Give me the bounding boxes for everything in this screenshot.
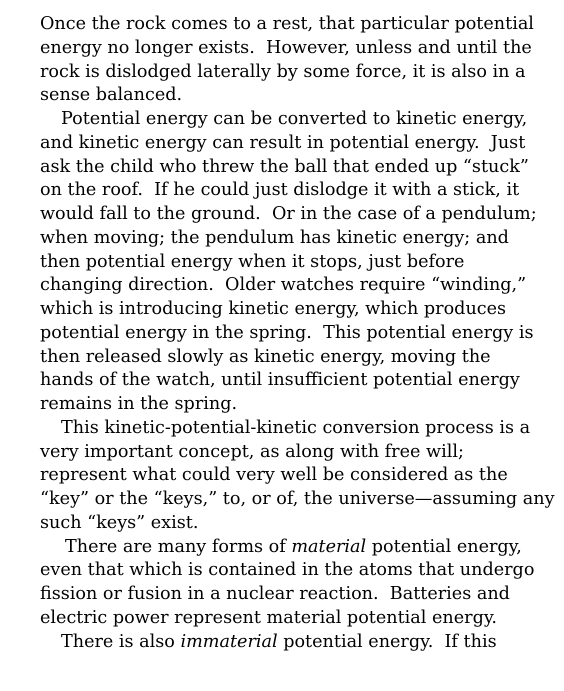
text-run: There are many forms of [65, 536, 292, 557]
text-line: sense balanced. [40, 85, 183, 106]
text-line: remains in the spring. [40, 394, 238, 414]
text-line: Potential energy can be converted to kinetic energy, [61, 109, 528, 129]
text-line: hands of the watch, until insufficient potential energy [40, 370, 520, 391]
text-line: This kinetic-potential-kinetic conversion process is a [61, 417, 531, 438]
text-line: then released slowly as kinetic energy, moving the [40, 346, 491, 367]
document-page [40, 13, 555, 654]
text-line: would fall to the ground. Or in the case of a pendulum; [40, 204, 537, 224]
text-line: represent what could very well be considered as the [40, 465, 508, 486]
text-line: Once the rock comes to a rest, that particular potential [40, 14, 534, 34]
text-line: and kinetic energy can result in potential energy. Just [40, 132, 526, 153]
text-line: very important concept, as along with free will; [40, 441, 464, 462]
text-line: changing direction. Older watches require “winding,” [40, 275, 527, 296]
text-line: potential energy in the spring. This potential energy is [40, 322, 534, 343]
text-line: such “keys” exist. [40, 512, 199, 533]
emphasis-text: material [291, 536, 367, 557]
text-line: when moving; the pendulum has kinetic energy; and [40, 227, 509, 248]
text-line: electric power represent material potential energy. [40, 607, 498, 628]
text-run: potential energy. If this [277, 631, 497, 652]
text-run: There is also [61, 631, 181, 652]
emphasis-text: immaterial [180, 631, 278, 652]
text-line: which is introducing kinetic energy, which produces [40, 299, 507, 319]
text-line: then potential energy when it stops, just before [40, 251, 465, 272]
text-line: “key” or the “keys,” to, or of, the universe—assuming any [40, 489, 555, 509]
text-line: rock is dislodged laterally by some force, it is also in a [40, 61, 526, 82]
text-run: potential energy, [366, 536, 522, 557]
text-line: on the roof. If he could just dislodge it with a stick, it [40, 180, 520, 201]
text-line [40, 536, 550, 560]
text-line [40, 631, 550, 655]
text-line: ask the child who threw the ball that ended up “stuck” [40, 156, 529, 177]
text-line: energy no longer exists. However, unless and until the [40, 37, 532, 58]
text-line: even that which is contained in the atoms that undergo [40, 560, 535, 581]
text-line: fission or fusion in a nuclear reaction. Batteries and [40, 584, 510, 604]
